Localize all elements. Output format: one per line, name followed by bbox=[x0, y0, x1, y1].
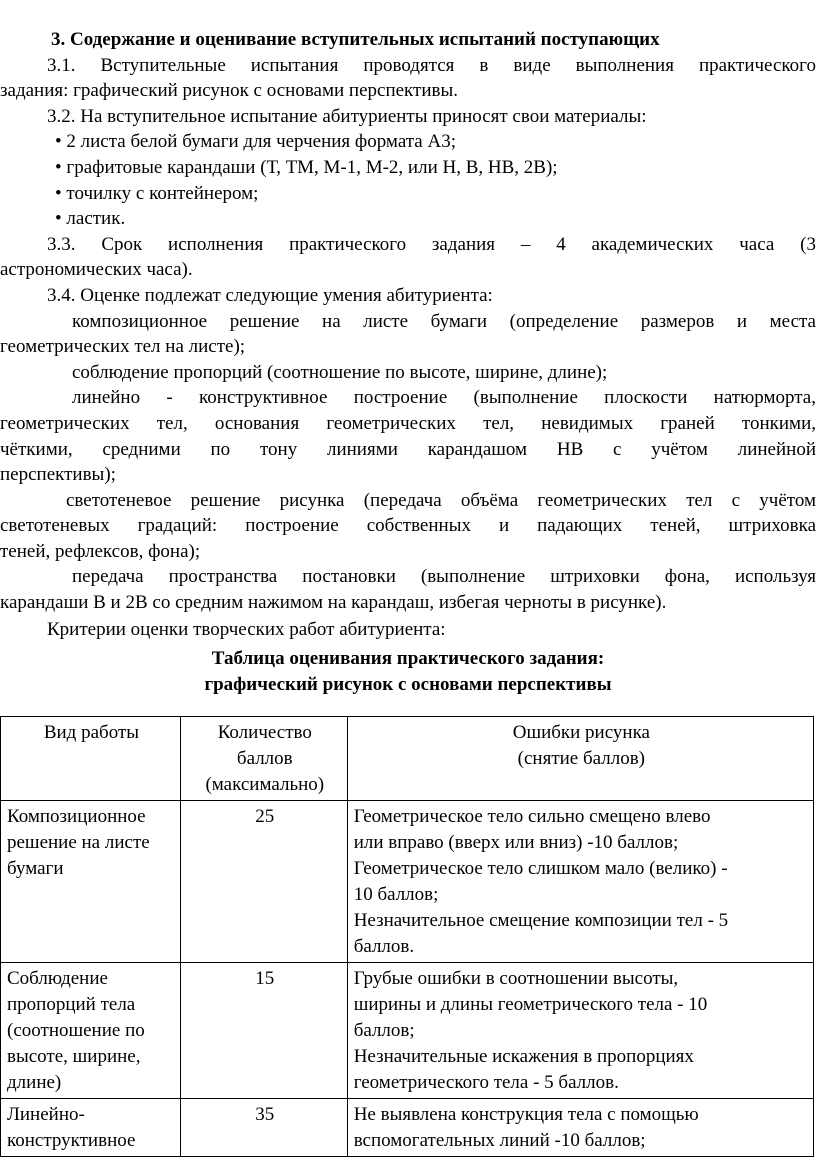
paragraph-line: передача пространства постановки (выполнение штриховки фона, используя bbox=[72, 566, 816, 588]
cell-line: Незначительное смещение композиции тел - 5 bbox=[353, 910, 729, 931]
paragraph-3-1-cont: задания: графический рисунок с основами перспективы. bbox=[0, 80, 458, 102]
cell-points: 25 bbox=[180, 801, 347, 963]
list-item: • 2 листа белой бумаги для черчения формата А3; bbox=[55, 131, 456, 153]
grading-table bbox=[0, 716, 814, 1157]
paragraph-line: светотеневое решение рисунка (передача объёма геометрических тел с учётом bbox=[66, 489, 816, 511]
section-title: 3. Содержание и оценивание вступительных испытаний поступающих bbox=[51, 29, 660, 50]
cell-work-type bbox=[1, 801, 181, 963]
paragraph-line: 3.3. Срок исполнения практического задания – 4 академических часа (3 bbox=[47, 233, 816, 255]
paragraph-line: светотеневых градаций: построение собственных и падающих теней, штриховка bbox=[0, 515, 816, 537]
cell-points: 15 bbox=[180, 963, 347, 1099]
cell-work-type bbox=[1, 1099, 181, 1157]
cell-line: длине) bbox=[7, 1072, 62, 1093]
cell-line: Геометрическое тело сильно смещено влево bbox=[353, 806, 711, 827]
header-line: (максимально) bbox=[205, 774, 325, 795]
cell-line: решение на листе bbox=[7, 832, 150, 853]
skill-proportions: соблюдение пропорций (соотношение по высоте, ширине, длине); bbox=[72, 361, 608, 383]
table-row bbox=[1, 963, 814, 1099]
document-page bbox=[0, 27, 816, 697]
list-item: • ластик. bbox=[55, 208, 126, 230]
table-caption: Таблица оценивания практического задания: bbox=[211, 648, 605, 670]
cell-line: Линейно- bbox=[7, 1104, 85, 1125]
paragraph-line: перспективы); bbox=[0, 464, 116, 486]
header-line: Количество bbox=[217, 722, 312, 743]
table-row bbox=[1, 1099, 814, 1157]
cell-line: Незначительные искажения в пропорциях bbox=[353, 1046, 694, 1067]
paragraph-3-1 bbox=[0, 53, 816, 79]
cell-line: геометрического тела - 5 баллов. bbox=[353, 1072, 619, 1093]
cell-line: пропорций тела bbox=[7, 994, 136, 1015]
header-work-type: Вид работы bbox=[1, 717, 181, 801]
header-line: (снятие баллов) bbox=[517, 748, 646, 769]
paragraph-line: линейно - конструктивное построение (выполнение плоскости натюрморта, bbox=[72, 387, 816, 409]
table-caption-subtitle: графический рисунок с основами перспективы bbox=[204, 673, 612, 695]
cell-points: 35 bbox=[180, 1099, 347, 1157]
skill-construction-cont bbox=[0, 411, 816, 488]
skill-composition bbox=[0, 309, 816, 335]
paragraph-line: чёткими, средними по тону линиями карандашом НВ с учётом линейной bbox=[0, 438, 816, 460]
cell-line: ширины и длины геометрического тела - 10 bbox=[353, 994, 708, 1015]
cell-line: Композиционное bbox=[7, 806, 146, 827]
paragraph-line: теней, рефлексов, фона); bbox=[0, 540, 201, 562]
header-points bbox=[180, 717, 347, 801]
cell-line: Геометрическое тело слишком мало (велико) - bbox=[353, 858, 728, 879]
header-line: Ошибки рисунка bbox=[512, 722, 650, 743]
table-header-row bbox=[1, 717, 814, 801]
cell-errors bbox=[347, 1099, 813, 1157]
cell-line: Не выявлена конструкция тела с помощью bbox=[353, 1104, 699, 1125]
paragraph-line: геометрических тел, основания геометрических тел, невидимых граней тонкими, bbox=[0, 412, 816, 434]
cell-line: 10 баллов; bbox=[353, 884, 439, 905]
skill-shading bbox=[0, 488, 816, 514]
paragraph-3-3-cont: астрономических часа). bbox=[0, 259, 193, 281]
paragraph-3-3 bbox=[0, 232, 816, 258]
cell-work-type bbox=[1, 963, 181, 1099]
cell-line: вспомогательных линий -10 баллов; bbox=[353, 1130, 646, 1151]
cell-line: баллов; bbox=[353, 1020, 415, 1041]
criteria-heading: Критерии оценки творческих работ абитуриента: bbox=[47, 618, 446, 640]
paragraph-line: композиционное решение на листе бумаги (определение размеров и места bbox=[72, 310, 816, 332]
paragraph-3-2: 3.2. На вступительное испытание абитуриенты приносят свои материалы: bbox=[47, 105, 647, 127]
paragraph-line: 3.1. Вступительные испытания проводятся в виде выполнения практического bbox=[47, 54, 816, 76]
cell-line: баллов. bbox=[353, 936, 415, 957]
header-errors bbox=[347, 717, 813, 801]
paragraph-3-4: 3.4. Оценке подлежат следующие умения абитуриента: bbox=[47, 284, 493, 306]
skill-construction bbox=[0, 385, 816, 411]
cell-line: или вправо (вверх или вниз) -10 баллов; bbox=[353, 832, 679, 853]
cell-errors bbox=[347, 963, 813, 1099]
skill-composition-cont: геометрических тел на листе); bbox=[0, 336, 246, 358]
cell-line: Соблюдение bbox=[7, 968, 108, 989]
list-item: • точилку с контейнером; bbox=[55, 182, 259, 204]
cell-line: (соотношение по bbox=[7, 1020, 145, 1041]
header-line: баллов bbox=[236, 748, 293, 769]
skill-space bbox=[0, 564, 816, 590]
list-item: • графитовые карандаши (Т, ТМ, М-1, М-2, или Н, В, НВ, 2В); bbox=[55, 156, 558, 178]
skill-space-cont: карандаши В и 2В со средним нажимом на карандаш, избегая черноты в рисунке). bbox=[0, 592, 667, 614]
cell-errors bbox=[347, 801, 813, 963]
cell-line: конструктивное bbox=[7, 1130, 136, 1151]
skill-shading-cont bbox=[0, 513, 816, 564]
cell-line: высоте, ширине, bbox=[7, 1046, 141, 1067]
cell-line: бумаги bbox=[7, 858, 64, 879]
table-row bbox=[1, 801, 814, 963]
cell-line: Грубые ошибки в соотношении высоты, bbox=[353, 968, 679, 989]
